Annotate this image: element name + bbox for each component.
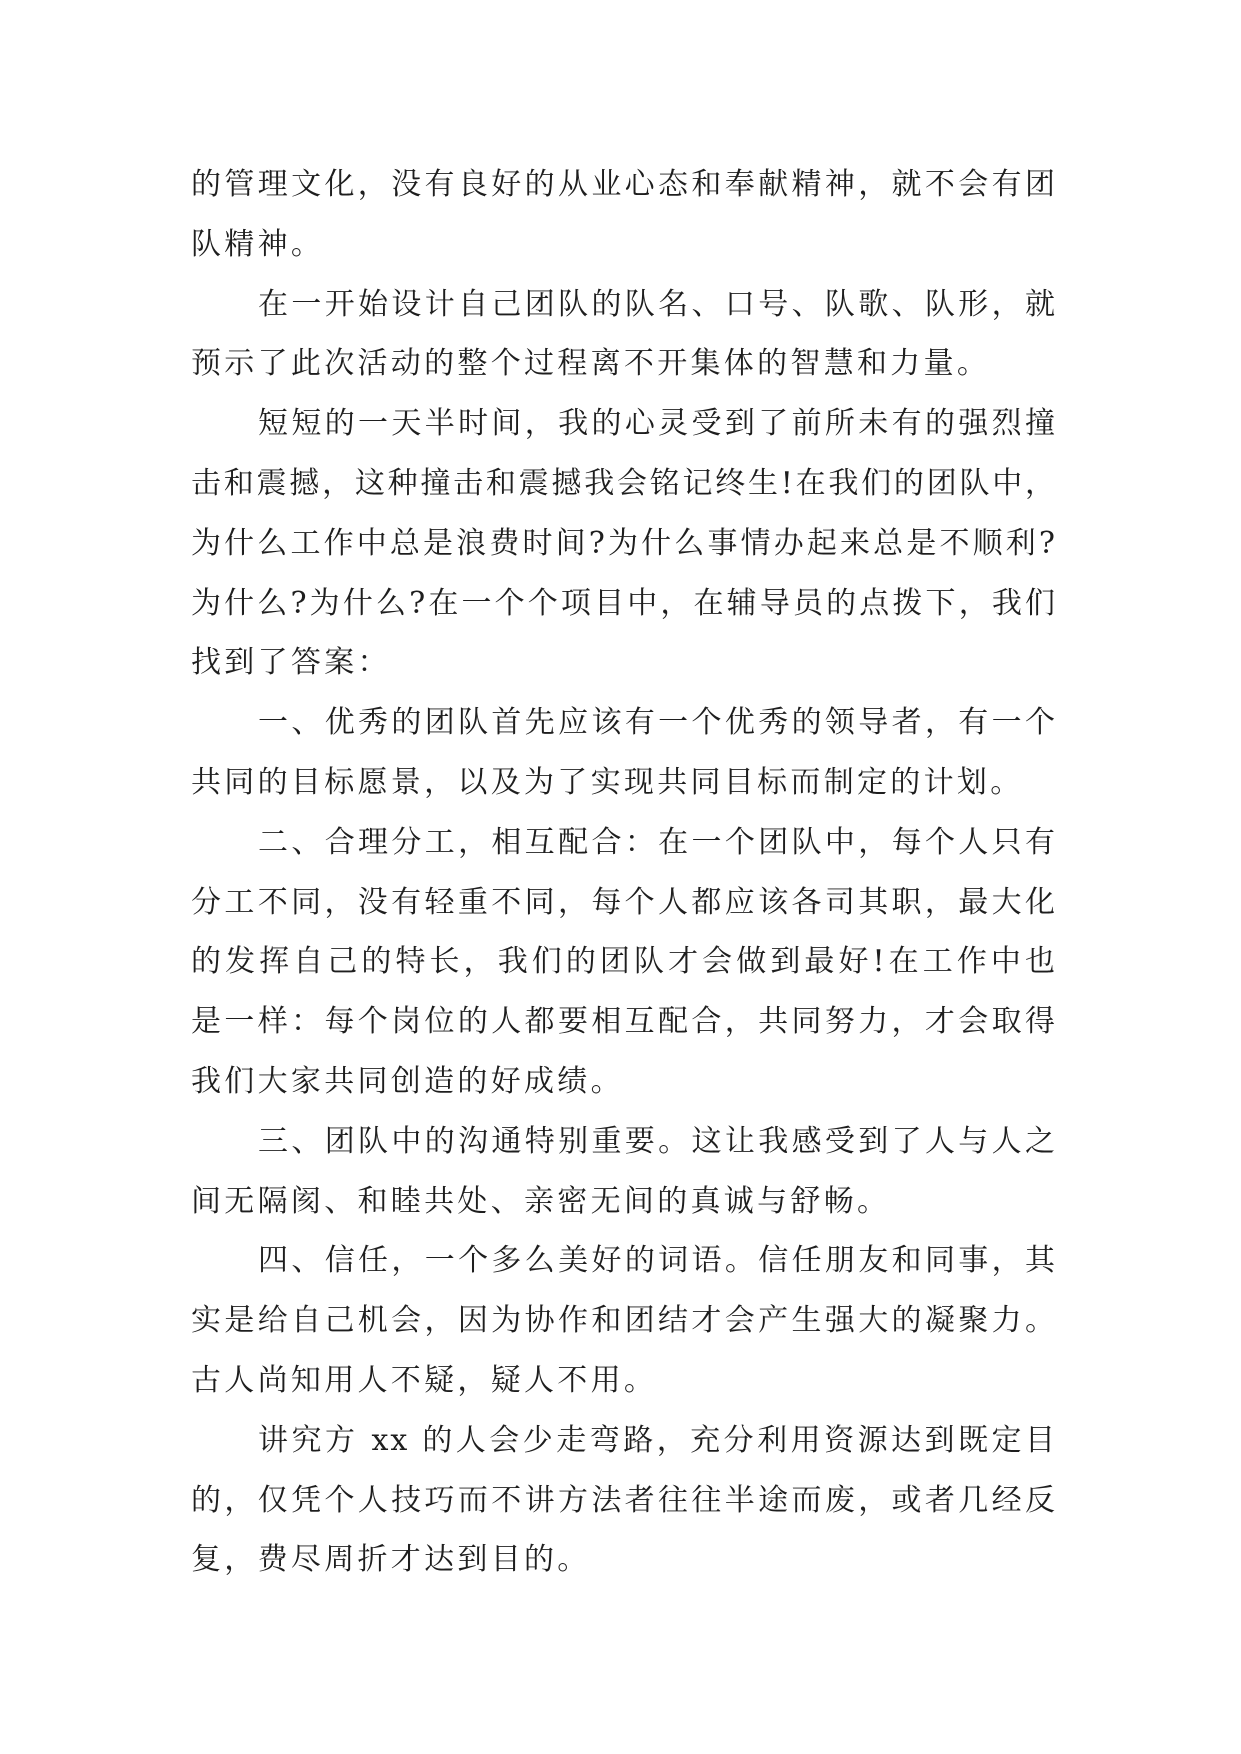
text-line: 间无隔阂、和睦共处、亲密无间的真诚与舒畅。 — [191, 1183, 891, 1219]
text-line: 短短的一天半时间，我的心灵受到了前所未有的强烈撞 — [258, 406, 1057, 442]
text-line: 为什么工作中总是浪费时间?为什么事情办起来总是不顺利? — [191, 525, 1057, 561]
paragraph — [191, 1411, 1057, 1590]
text-line: 一、优秀的团队首先应该有一个优秀的领导者，有一个 — [258, 705, 1057, 741]
text-line: 分工不同，没有轻重不同，每个人都应该各司其职，最大化 — [191, 884, 1057, 920]
text-line: 击和震撼，这种撞击和震撼我会铭记终生!在我们的团队中， — [191, 465, 1057, 501]
paragraph — [191, 1231, 1057, 1410]
text-line: 队精神。 — [191, 226, 325, 262]
text-line: 在一开始设计自己团队的队名、口号、队歌、队形，就 — [258, 286, 1057, 322]
text-line: 为什么?为什么?在一个个项目中，在辅导员的点拨下，我们 — [191, 585, 1057, 621]
text-line: 二、合理分工，相互配合：在一个团队中，每个人只有 — [258, 824, 1057, 860]
text-line: 讲究方 xx 的人会少走弯路，充分利用资源达到既定目 — [258, 1422, 1057, 1458]
text-line: 共同的目标愿景，以及为了实现共同目标而制定的计划。 — [191, 764, 1024, 800]
text-line: 四、信任，一个多么美好的词语。信任朋友和同事，其 — [258, 1243, 1057, 1279]
text-line: 的发挥自己的特长，我们的团队才会做到最好!在工作中也 — [191, 944, 1057, 980]
text-line: 我们大家共同创造的好成绩。 — [191, 1063, 624, 1099]
paragraph — [191, 1112, 1057, 1232]
paragraph — [191, 155, 1057, 275]
text-line: 找到了答案： — [191, 645, 391, 681]
paragraph — [191, 813, 1057, 1112]
text-line: 的，仅凭个人技巧而不讲方法者往往半途而废，或者几经反 — [191, 1482, 1057, 1518]
document-body — [191, 155, 1057, 1590]
paragraph — [191, 275, 1057, 395]
paragraph — [191, 394, 1057, 693]
text-line: 复，费尽周折才达到目的。 — [191, 1542, 591, 1578]
text-line: 的管理文化，没有良好的从业心态和奉献精神，就不会有团 — [191, 167, 1057, 202]
text-line: 古人尚知用人不疑，疑人不用。 — [191, 1362, 658, 1398]
text-line: 预示了此次活动的整个过程离不开集体的智慧和力量。 — [191, 346, 991, 382]
text-line: 三、团队中的沟通特别重要。这让我感受到了人与人之 — [258, 1123, 1057, 1159]
text-line: 实是给自己机会，因为协作和团结才会产生强大的凝聚力。 — [191, 1303, 1057, 1339]
text-line: 是一样：每个岗位的人都要相互配合，共同努力，才会取得 — [191, 1004, 1057, 1040]
paragraph — [191, 693, 1057, 813]
